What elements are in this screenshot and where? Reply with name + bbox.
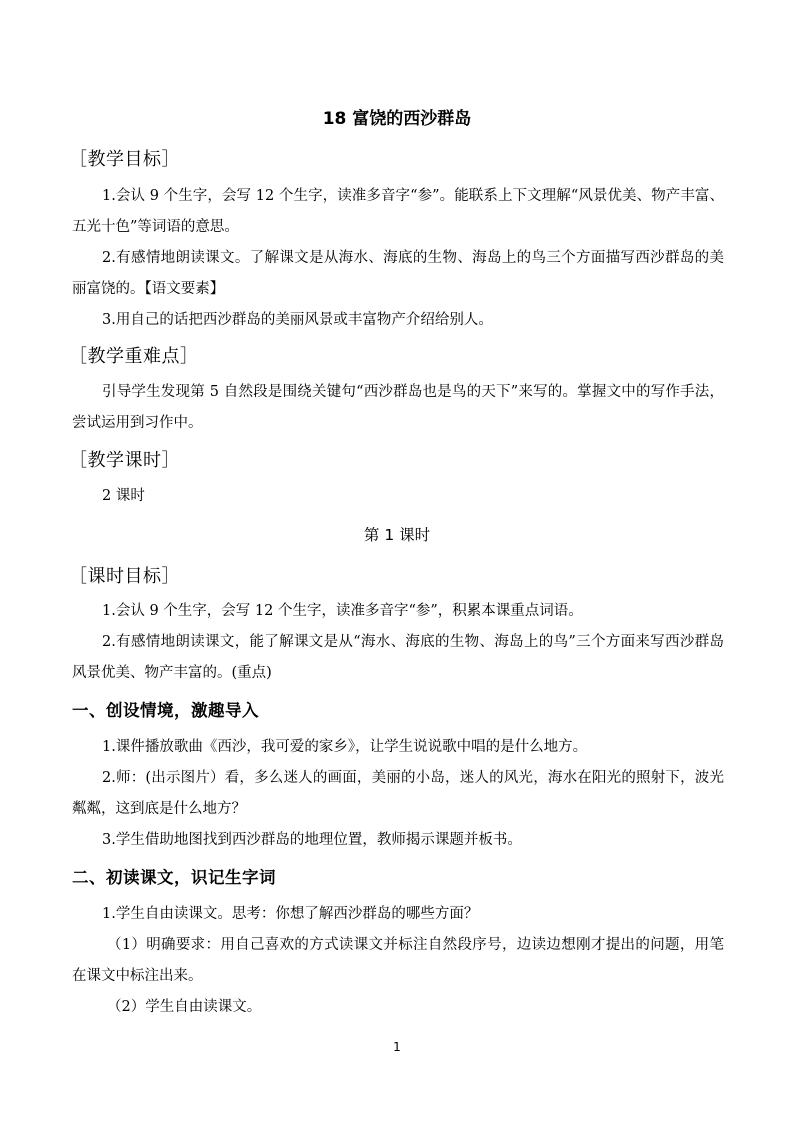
- goal-3: 3.用自己的话把西沙群岛的美丽风景或丰富物产介绍给别人。: [102, 312, 493, 328]
- goal-2: 2.有感情地朗读课文。了解课文是从海水、海底的生物、海岛上的鸟三个方面描写西沙群岛的美丽富饶的。【语文要素】: [72, 250, 724, 297]
- lesson-goal-2: 2.有感情地朗读课文，能了解课文是从“海水、海底的生物、海岛上的鸟”三个方面来写西沙群岛风景优美、物产丰富的。(重点): [72, 634, 724, 681]
- heading-class-hours: ［教学课时］: [69, 450, 180, 471]
- heading-teaching-goals: ［教学目标］: [69, 149, 180, 170]
- section-1-item-1: 1.课件播放歌曲《西沙，我可爱的家乡》，让学生说说歌中唱的是什么地方。: [102, 739, 588, 755]
- page-number: 1: [393, 1040, 401, 1054]
- doc-title: 18 富饶的西沙群岛: [322, 109, 472, 129]
- lesson-1-title: 第 1 课时: [363, 526, 431, 544]
- key-points-text: 引导学生发现第 5 自然段是围绕关键句“西沙群岛也是鸟的天下”来写的。掌握文中的写作手法，尝试运用到习作中。: [72, 384, 724, 431]
- section-1-item-3: 3.学生借助地图找到西沙群岛的地理位置，教师揭示课题并板书。: [102, 832, 522, 848]
- section-1-title: 一、创设情境，激趣导入: [72, 701, 259, 720]
- heading-lesson-goals: ［课时目标］: [69, 566, 180, 587]
- section-2-item-2: （1）明确要求：用自己喜欢的方式读课文并标注自然段序号，边读边想刚才提出的问题，用笔在课文中标注出来。: [72, 937, 724, 984]
- heading-key-points: ［教学重难点］: [69, 346, 199, 367]
- section-2-title: 二、初读课文，识记生字词: [72, 868, 276, 887]
- section-2-item-1: 1.学生自由读课文。思考：你想了解西沙群岛的哪些方面？: [102, 906, 479, 922]
- class-hours-text: 2 课时: [102, 488, 145, 504]
- section-2-item-3: （2）学生自由读课文。: [107, 999, 262, 1015]
- lesson-goal-1: 1.会认 9 个生字，会写 12 个生字，读准多音字“参”，积累本课重点词语。: [102, 603, 583, 619]
- goal-1: 1.会认 9 个生字，会写 12 个生字，读准多音字“参”。能联系上下文理解“风景优美、物产丰富、五光十色”等词语的意思。: [72, 188, 724, 235]
- section-1-item-2: 2.师：(出示图片）看，多么迷人的画面，美丽的小岛，迷人的风光，海水在阳光的照射下，波光粼粼，这到底是什么地方？: [72, 770, 724, 817]
